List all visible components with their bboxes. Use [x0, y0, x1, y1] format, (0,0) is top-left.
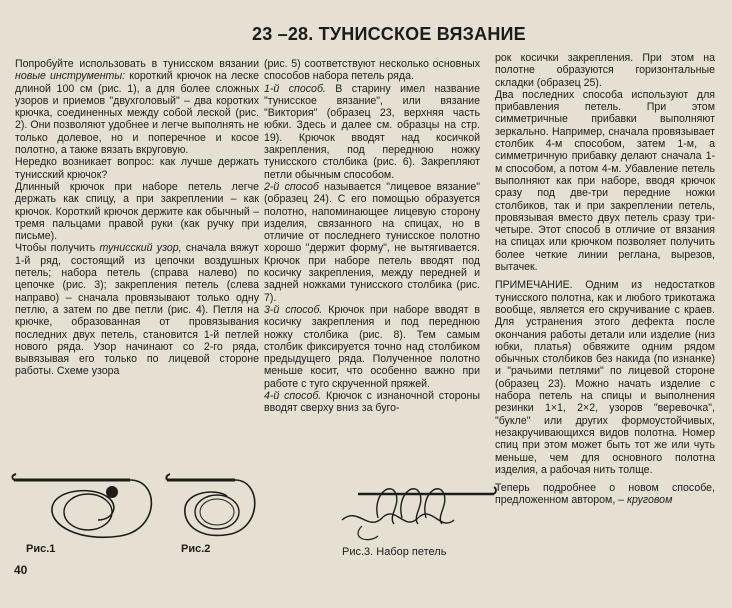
- text-column-right: [495, 52, 715, 592]
- paragraph: [264, 304, 480, 390]
- text-run: сначала вяжут 1-й ряд, состоящий из цепочки воздушных петель; набора петель (справа налево) по цепочке (рис. 3); закрепления петель (слева направо) – сначала провязывают только одну петлю, а затем по две петли (рис. 4). Петля на крючке, образованная от провязывания последних двух петель, становится 1-й петлей нового ряда. Узор начинают со 2-го ряда, вывязывая его только по лицевой стороне работы. Схеме узора: [15, 242, 259, 378]
- text-run: Теперь подробнее о новом способе, предложенном автором, –: [495, 482, 715, 507]
- figure-1-hook-on-cord: [10, 470, 160, 550]
- text-run: называется "лицевое вязание" (образец 24). С его помощью образуется полотно, напоминающее лицевую сторону изделия, связанного на спицах, но в отличие от последнего тунисское полотно хорошо "держит форму", не вытягивается. Крючок при наборе петель вводят под косичку закрепления, между передней и задней ножками тунисского столбика (рис. 7).: [264, 180, 480, 304]
- figure-2-caption: Рис.2: [181, 543, 211, 555]
- text-run: короткий крючок на леске длиной 100 см (рис. 1), а для более сложных узоров и приемов "двухголовый" – два коротких крючка, соединенных между собой леской (рис. 2). Они позволяют удобнее и легче выполнять не только долевое, но и поперечное и косое полотно, а также вязать вкруговую.: [15, 70, 259, 157]
- italic-term: тунисский узор,: [99, 242, 182, 255]
- paragraph: Два последних способа используют для прибавления петель. При этом симметричные прибавки выполняют зеркально. Например, сначала провязывает столбик 4-м способом, затем 1-м, а симметричную прибавку делают сначала 1-м способом, а потом 4-м. Убавление петель выполняют как при наборе, вводя крючок сразу под две-три передние ножки столбиков, так и при закреплении петель, провязывая вместо двух петель сразу три-четыре. Этот способ в отличие от вязания на спицах или крючком позволяет получить более четкие линии реглана, вырезов, вытачек.: [495, 88, 715, 274]
- text-run: Чтобы получить: [15, 242, 100, 255]
- paragraph: [15, 58, 259, 156]
- method-label: 3-й способ.: [264, 303, 323, 316]
- paragraph: [264, 181, 480, 304]
- method-label: 4-й способ.: [264, 390, 322, 403]
- note-paragraph: ПРИМЕЧАНИЕ. Одним из недостатков тунисского полотна, как и любого трикотажа вообще, является его скручивание с краев. Для устранения этого дефекта после окончания работы детали или изделие (низ юбки, платья) обвяжите одним рядом обычных столбиков без накида (по изнанке) и "рачьими петлями" по лицевой стороне (образец 23). Можно начать изделие с набора петель на спицы и выполнения резинки 1×1, 2×2, узоров "веревочка", "букле" или других формоустойчивых, незакручивающихся видов полотна. Номер спиц при этом может быть тот же или чуть меньше, чем для основного полотна изделия, а рабочая нить толще.: [495, 279, 715, 476]
- italic-term: круговом: [627, 494, 673, 507]
- page-number: 40: [14, 563, 28, 577]
- figure-2-double-hook: [165, 470, 265, 550]
- paragraph: [264, 83, 480, 181]
- page-title: 23 –28. ТУНИССКОЕ ВЯЗАНИЕ: [252, 24, 526, 44]
- paragraph: рок косички закрепления. При этом на полотне образуются горизонтальные складки (образец 25).: [495, 52, 715, 89]
- text-column-middle: [264, 58, 480, 462]
- text-column-left: [15, 58, 259, 468]
- paragraph: [264, 390, 480, 415]
- italic-term: новые инструменты:: [15, 70, 126, 83]
- paragraph: (рис. 5) соответствуют несколько основных способов набора петель ряда.: [264, 58, 480, 83]
- paragraph: Нередко возникает вопрос: как лучше держать тунисский крючок?: [15, 156, 259, 181]
- figure-3-caption: Рис.3. Набор петель: [342, 546, 447, 558]
- paragraph: Длинный крючок при наборе петель легче держать как спицу, а при закреплении – как крючок. Короткий крючок держите как обычный – тремя пальцами правой руки (как ручку при письме).: [15, 180, 259, 243]
- paragraph: [15, 242, 259, 377]
- text-run: Крючок с изнаночной стороны вводят сверху вниз за буго-: [264, 390, 480, 415]
- text-run: Крючок при наборе вводят в косичку закрепления и под переднюю ножку столбика (рис. 8). Тем самым столбик фиксируется точно над столбиком предыдущего ряда. Полученное полотно меньше косит, что особенно важно при работе с туго скрученной пряжей.: [264, 303, 480, 390]
- method-label: 1-й способ.: [264, 82, 326, 95]
- paragraph: [495, 482, 715, 507]
- figure-1-caption: Рис.1: [26, 543, 56, 555]
- text-run: Попробуйте использовать в тунисском вязании: [15, 58, 259, 70]
- text-run: В старину имел название "тунисское вязание", или вязание "Виктория" (образец 23, верхняя часть юбки. Здесь и далее см. образцы на стр. 19). Крючок вводят над косичкой закрепления, под переднюю ножку тунисского столбика (рис. 6). Закрепляют петли обычным способом.: [264, 82, 480, 181]
- method-label: 2-й способ: [264, 180, 319, 193]
- figure-3-loops-casting: [338, 466, 498, 548]
